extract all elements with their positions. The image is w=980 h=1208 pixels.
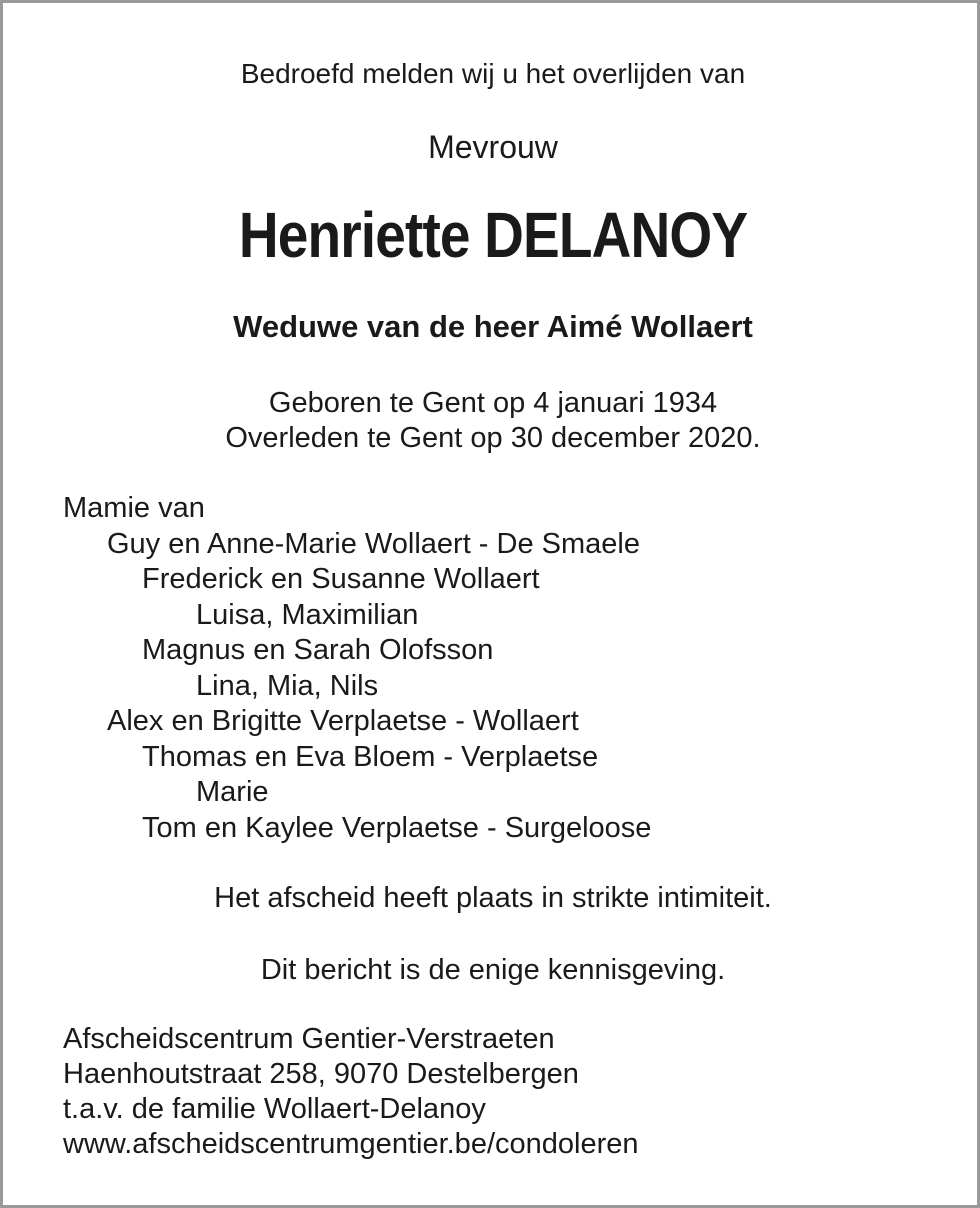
- family-line: Marie: [196, 776, 269, 808]
- funeral-home-address: Haenhoutstraat 258, 9070 Destelbergen: [63, 1058, 579, 1090]
- birth-line: Geboren te Gent op 4 januari 1934: [268, 387, 718, 419]
- death-line: Overleden te Gent op 30 december 2020.: [225, 422, 761, 454]
- family-line: Luisa, Maximilian: [196, 598, 419, 631]
- salutation: Mevrouw: [428, 129, 558, 165]
- family-line: Guy en Anne-Marie Wollaert - De Smaele: [107, 527, 640, 560]
- family-heading: Mamie van: [63, 492, 205, 524]
- funeral-home-attention: t.a.v. de familie Wollaert-Delanoy: [63, 1093, 486, 1125]
- family-line: Frederick en Susanne Wollaert: [142, 563, 540, 595]
- life-dates: [3, 386, 980, 456]
- family-list: [63, 491, 651, 846]
- family-line: Lina, Mia, Nils: [196, 669, 379, 702]
- funeral-home-block: [63, 1022, 639, 1162]
- family-line: Magnus en Sarah Olofsson: [142, 634, 494, 666]
- deceased-name: Henriette DELANOY: [238, 199, 748, 271]
- funeral-home-name: Afscheidscentrum Gentier-Verstraeten: [63, 1023, 555, 1055]
- intro-text: Bedroefd melden wij u het overlijden van: [240, 58, 746, 89]
- farewell-text: Het afscheid heeft plaats in strikte intimiteit.: [214, 882, 772, 914]
- notice-text: Dit bericht is de enige kennisgeving.: [260, 954, 726, 986]
- family-line: Thomas en Eva Bloem - Verplaetse: [142, 740, 599, 773]
- condolence-link[interactable]: www.afscheidscentrumgentier.be/condoleren: [63, 1128, 639, 1160]
- family-line: Tom en Kaylee Verplaetse - Surgeloose: [142, 811, 652, 844]
- family-line: Alex en Brigitte Verplaetse - Wollaert: [107, 705, 579, 737]
- widow-of: Weduwe van de heer Aimé Wollaert: [233, 309, 753, 344]
